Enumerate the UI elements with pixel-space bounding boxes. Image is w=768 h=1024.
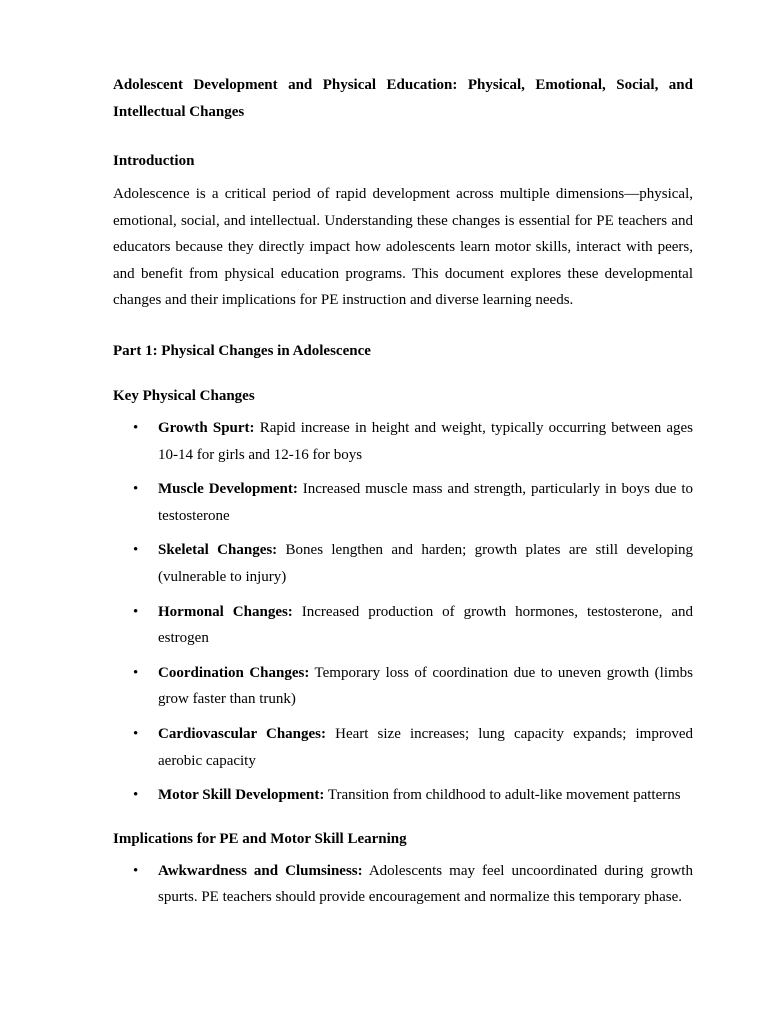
list-item-text: Bones lengthen and harden; growth plates are still developing (vulnerable to injury) bbox=[158, 542, 693, 585]
list-item bbox=[113, 858, 693, 911]
list-item bbox=[113, 660, 693, 713]
list-item-term: Hormonal Changes: bbox=[158, 603, 293, 620]
list-item-term: Muscle Development: bbox=[158, 481, 298, 498]
bullet-icon: • bbox=[133, 419, 139, 436]
key-physical-changes-list bbox=[113, 415, 693, 809]
list-item-text: Increased muscle mass and strength, particularly in boys due to testosterone bbox=[158, 481, 694, 524]
bullet-icon: • bbox=[133, 725, 139, 742]
document-title: Adolescent Development and Physical Education: Physical, Emotional, Social, and Intellectual Changes bbox=[113, 77, 693, 120]
list-item-text: Temporary loss of coordination due to uneven growth (limbs grow faster than trunk) bbox=[158, 664, 693, 708]
list-item-text: Adolescents may feel uncoordinated during growth spurts. PE teachers should provide encouragement and normalize this temporary phase. bbox=[158, 862, 693, 906]
introduction-heading: Introduction bbox=[113, 153, 195, 169]
document-page bbox=[113, 72, 693, 911]
list-item bbox=[113, 782, 693, 809]
list-item bbox=[113, 537, 693, 590]
list-item-text: Transition from childhood to adult-like movement patterns bbox=[327, 787, 681, 804]
implications-list bbox=[113, 858, 693, 911]
list-item-term: Skeletal Changes: bbox=[158, 542, 278, 559]
list-item bbox=[113, 599, 693, 652]
list-item bbox=[113, 721, 693, 774]
part1-heading: Part 1: Physical Changes in Adolescence bbox=[113, 342, 371, 359]
bullet-icon: • bbox=[133, 862, 139, 879]
bullet-icon: • bbox=[133, 787, 139, 804]
bullet-icon: • bbox=[133, 664, 139, 681]
introduction-paragraph: Adolescence is a critical period of rapid development across multiple dimensions—physical, emotional, social, and intellectual. Understanding these changes is essential for PE teachers and educators because they directly impact how adolescents learn motor skills, interact with peers, and benefit from physical education programs. This document explores these developmental changes and their implications for PE instruction and diverse learning needs. bbox=[113, 186, 693, 309]
bullet-icon: • bbox=[133, 481, 139, 498]
list-item-text: Increased production of growth hormones, testosterone, and estrogen bbox=[158, 603, 693, 647]
list-item-text: Rapid increase in height and weight, typically occurring between ages 10-14 for girls and 12-16 for boys bbox=[158, 419, 693, 463]
list-item-term: Cardiovascular Changes: bbox=[158, 725, 327, 742]
list-item-term: Awkwardness and Clumsiness: bbox=[158, 862, 363, 879]
list-item-term: Motor Skill Development: bbox=[158, 787, 325, 804]
key-physical-changes-heading: Key Physical Changes bbox=[113, 387, 255, 404]
list-item bbox=[113, 415, 693, 468]
list-item-text: Heart size increases; lung capacity expands; improved aerobic capacity bbox=[158, 725, 693, 769]
bullet-icon: • bbox=[133, 603, 139, 620]
list-item-term: Growth Spurt: bbox=[158, 419, 255, 436]
bullet-icon: • bbox=[133, 542, 139, 559]
list-item bbox=[113, 476, 693, 529]
list-item-term: Coordination Changes: bbox=[158, 664, 310, 681]
implications-heading: Implications for PE and Motor Skill Learning bbox=[113, 830, 407, 847]
